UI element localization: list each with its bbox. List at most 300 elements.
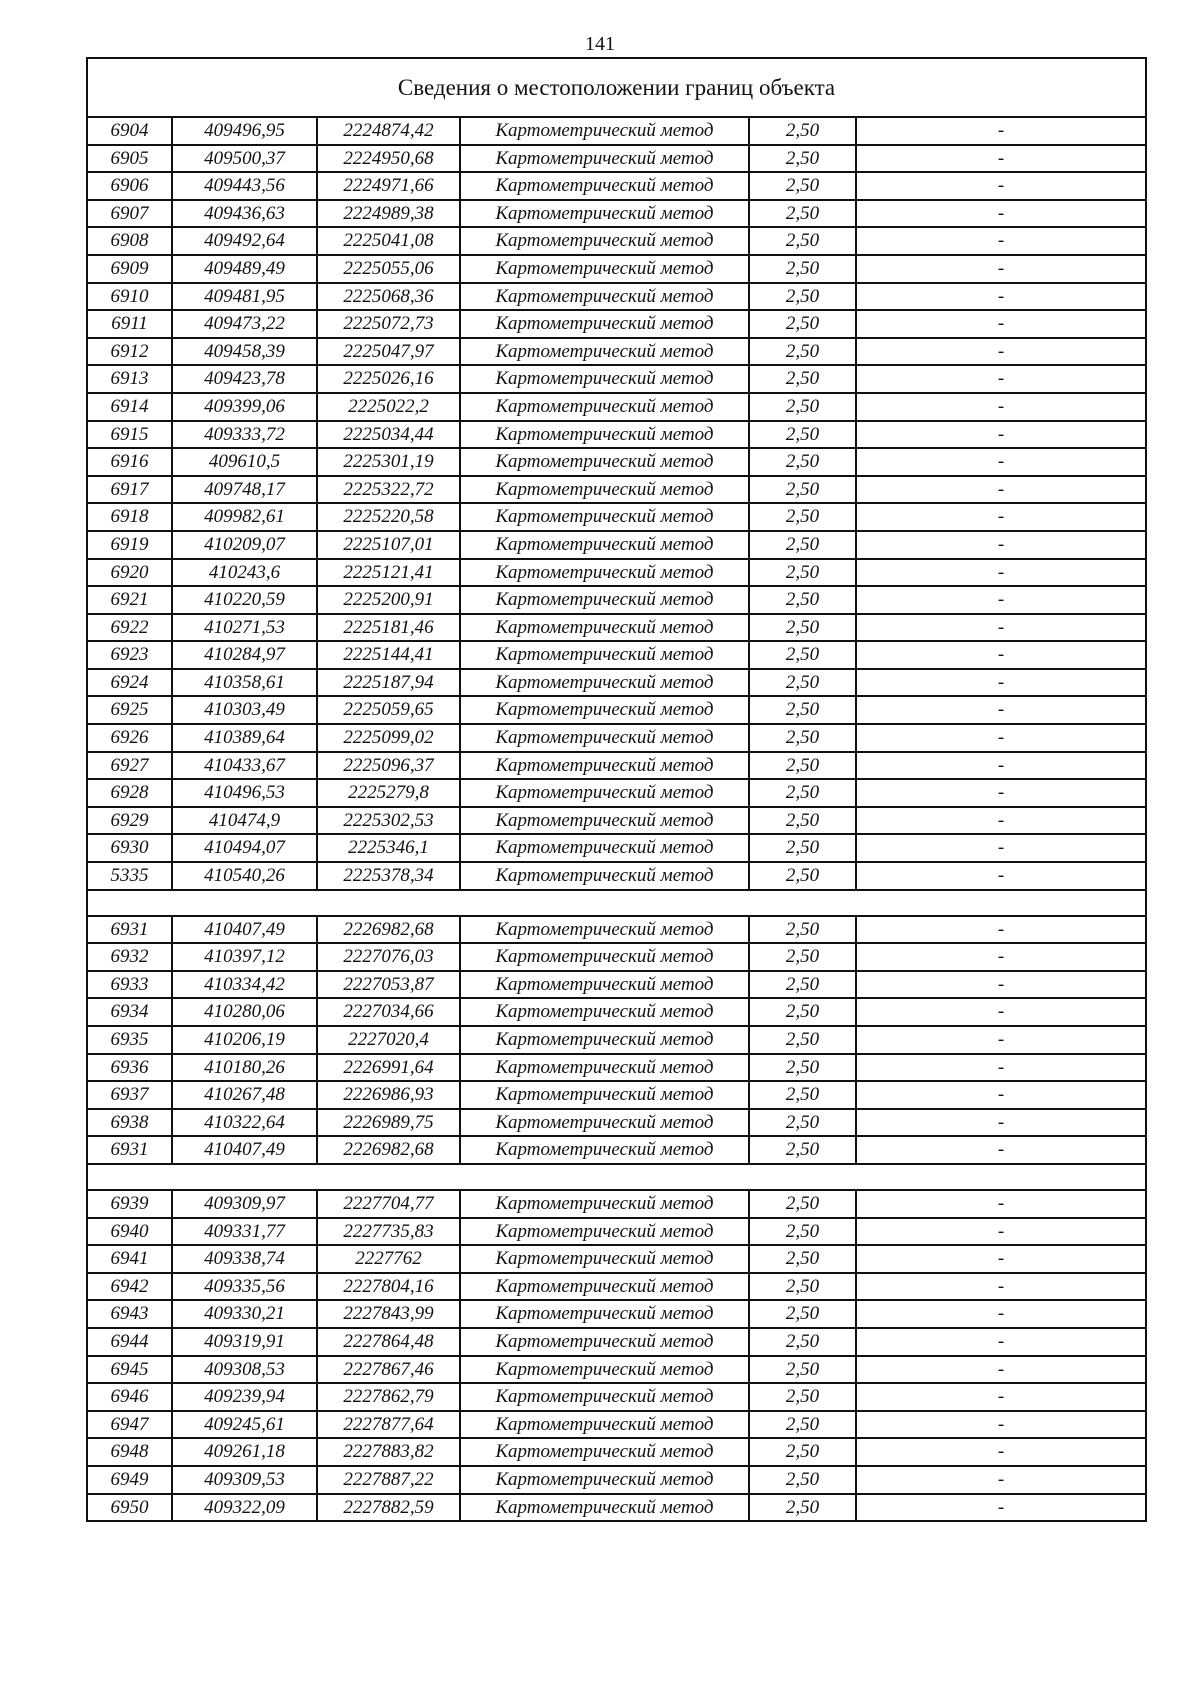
x-coordinate-cell: 409338,74 [172,1245,317,1273]
y-coordinate-cell: 2226982,68 [317,916,460,944]
accuracy-cell: 2,50 [749,807,856,835]
x-coordinate-cell: 409245,61 [172,1411,317,1439]
method-cell: Картометрический метод [460,862,749,890]
point-number-cell: 6942 [87,1273,172,1301]
table-row [87,1273,1146,1301]
accuracy-cell: 2,50 [749,1383,856,1411]
method-cell: Картометрический метод [460,669,749,697]
description-cell: - [856,1081,1146,1109]
point-number-cell: 6933 [87,971,172,999]
accuracy-cell: 2,50 [749,200,856,228]
description-cell: - [856,1411,1146,1439]
y-coordinate-cell: 2225099,02 [317,724,460,752]
description-cell: - [856,117,1146,145]
accuracy-cell: 2,50 [749,669,856,697]
accuracy-cell: 2,50 [749,1328,856,1356]
table-row [87,943,1146,971]
table-row [87,1136,1146,1164]
accuracy-cell: 2,50 [749,145,856,173]
table-row [87,117,1146,145]
x-coordinate-cell: 410267,48 [172,1081,317,1109]
method-cell: Картометрический метод [460,586,749,614]
page-number: 141 [585,33,615,55]
point-number-cell: 6941 [87,1245,172,1273]
y-coordinate-cell: 2224950,68 [317,145,460,173]
y-coordinate-cell: 2227020,4 [317,1026,460,1054]
accuracy-cell: 2,50 [749,779,856,807]
table-row [87,998,1146,1026]
x-coordinate-cell: 409335,56 [172,1273,317,1301]
y-coordinate-cell: 2227735,83 [317,1218,460,1246]
point-number-cell: 6916 [87,448,172,476]
method-cell: Картометрический метод [460,724,749,752]
y-coordinate-cell: 2225302,53 [317,807,460,835]
method-cell: Картометрический метод [460,365,749,393]
description-cell: - [856,696,1146,724]
point-number-cell: 6929 [87,807,172,835]
x-coordinate-cell: 410180,26 [172,1054,317,1082]
point-number-cell: 6932 [87,943,172,971]
x-coordinate-cell: 410389,64 [172,724,317,752]
point-number-cell: 6936 [87,1054,172,1082]
y-coordinate-cell: 2227076,03 [317,943,460,971]
accuracy-cell: 2,50 [749,283,856,311]
table-row [87,641,1146,669]
x-coordinate-cell: 410397,12 [172,943,317,971]
contour-separator-cell [87,1164,1146,1190]
accuracy-cell: 2,50 [749,448,856,476]
accuracy-cell: 2,50 [749,255,856,283]
point-number-cell: 6943 [87,1300,172,1328]
table-row [87,1356,1146,1384]
y-coordinate-cell: 2225346,1 [317,834,460,862]
point-number-cell: 6911 [87,310,172,338]
description-cell: - [856,1109,1146,1137]
method-cell: Картометрический метод [460,172,749,200]
x-coordinate-cell: 409319,91 [172,1328,317,1356]
x-coordinate-cell: 410474,9 [172,807,317,835]
y-coordinate-cell: 2224874,42 [317,117,460,145]
accuracy-cell: 2,50 [749,117,856,145]
description-cell: - [856,421,1146,449]
x-coordinate-cell: 409331,77 [172,1218,317,1246]
table-row [87,421,1146,449]
method-cell: Картометрический метод [460,1300,749,1328]
x-coordinate-cell: 409239,94 [172,1383,317,1411]
method-cell: Картометрический метод [460,779,749,807]
accuracy-cell: 2,50 [749,1136,856,1164]
y-coordinate-cell: 2225279,8 [317,779,460,807]
point-number-cell: 6915 [87,421,172,449]
point-number-cell: 6927 [87,752,172,780]
method-cell: Картометрический метод [460,145,749,173]
description-cell: - [856,862,1146,890]
table-row [87,1494,1146,1522]
description-cell: - [856,614,1146,642]
x-coordinate-cell: 409261,18 [172,1438,317,1466]
x-coordinate-cell: 409309,53 [172,1466,317,1494]
point-number-cell: 6926 [87,724,172,752]
table-row [87,614,1146,642]
description-cell: - [856,1300,1146,1328]
description-cell: - [856,559,1146,587]
x-coordinate-cell: 409610,5 [172,448,317,476]
method-cell: Картометрический метод [460,807,749,835]
y-coordinate-cell: 2225047,97 [317,338,460,366]
description-cell: - [856,1383,1146,1411]
x-coordinate-cell: 410271,53 [172,614,317,642]
x-coordinate-cell: 410334,42 [172,971,317,999]
accuracy-cell: 2,50 [749,1081,856,1109]
x-coordinate-cell: 410358,61 [172,669,317,697]
y-coordinate-cell: 2225220,58 [317,503,460,531]
point-number-cell: 6917 [87,476,172,504]
table-row [87,145,1146,173]
point-number-cell: 6922 [87,614,172,642]
method-cell: Картометрический метод [460,1328,749,1356]
method-cell: Картометрический метод [460,476,749,504]
point-number-cell: 6935 [87,1026,172,1054]
y-coordinate-cell: 2227034,66 [317,998,460,1026]
description-cell: - [856,172,1146,200]
point-number-cell: 6904 [87,117,172,145]
y-coordinate-cell: 2224989,38 [317,200,460,228]
x-coordinate-cell: 409322,09 [172,1494,317,1522]
method-cell: Картометрический метод [460,971,749,999]
boundary-coordinates-table [86,57,1147,1522]
x-coordinate-cell: 410540,26 [172,862,317,890]
method-cell: Картометрический метод [460,1245,749,1273]
x-coordinate-cell: 410407,49 [172,1136,317,1164]
accuracy-cell: 2,50 [749,696,856,724]
contour-separator-row [87,890,1146,916]
accuracy-cell: 2,50 [749,971,856,999]
method-cell: Картометрический метод [460,916,749,944]
accuracy-cell: 2,50 [749,1438,856,1466]
method-cell: Картометрический метод [460,943,749,971]
description-cell: - [856,916,1146,944]
point-number-cell: 6925 [87,696,172,724]
accuracy-cell: 2,50 [749,614,856,642]
method-cell: Картометрический метод [460,393,749,421]
table-row [87,365,1146,393]
description-cell: - [856,1494,1146,1522]
description-cell: - [856,1273,1146,1301]
y-coordinate-cell: 2227864,48 [317,1328,460,1356]
point-number-cell: 6905 [87,145,172,173]
table-row [87,779,1146,807]
point-number-cell: 6931 [87,916,172,944]
accuracy-cell: 2,50 [749,172,856,200]
table-row [87,1109,1146,1137]
accuracy-cell: 2,50 [749,559,856,587]
point-number-cell: 6946 [87,1383,172,1411]
y-coordinate-cell: 2227804,16 [317,1273,460,1301]
y-coordinate-cell: 2225072,73 [317,310,460,338]
point-number-cell: 6939 [87,1190,172,1218]
method-cell: Картометрический метод [460,421,749,449]
table-row [87,1054,1146,1082]
point-number-cell: 6907 [87,200,172,228]
method-cell: Картометрический метод [460,1494,749,1522]
x-coordinate-cell: 410496,53 [172,779,317,807]
accuracy-cell: 2,50 [749,531,856,559]
description-cell: - [856,998,1146,1026]
x-coordinate-cell: 410284,97 [172,641,317,669]
table-row [87,200,1146,228]
table-row [87,916,1146,944]
x-coordinate-cell: 410322,64 [172,1109,317,1137]
description-cell: - [856,503,1146,531]
point-number-cell: 6923 [87,641,172,669]
description-cell: - [856,1356,1146,1384]
point-number-cell: 6906 [87,172,172,200]
point-number-cell: 5335 [87,862,172,890]
x-coordinate-cell: 410494,07 [172,834,317,862]
point-number-cell: 6948 [87,1438,172,1466]
accuracy-cell: 2,50 [749,1218,856,1246]
description-cell: - [856,1218,1146,1246]
y-coordinate-cell: 2227883,82 [317,1438,460,1466]
description-cell: - [856,200,1146,228]
x-coordinate-cell: 409330,21 [172,1300,317,1328]
y-coordinate-cell: 2226991,64 [317,1054,460,1082]
y-coordinate-cell: 2227862,79 [317,1383,460,1411]
accuracy-cell: 2,50 [749,227,856,255]
description-cell: - [856,807,1146,835]
table-row [87,1438,1146,1466]
table-row [87,807,1146,835]
y-coordinate-cell: 2227877,64 [317,1411,460,1439]
y-coordinate-cell: 2225144,41 [317,641,460,669]
description-cell: - [856,1466,1146,1494]
accuracy-cell: 2,50 [749,476,856,504]
table-row [87,862,1146,890]
point-number-cell: 6931 [87,1136,172,1164]
x-coordinate-cell: 410407,49 [172,916,317,944]
point-number-cell: 6950 [87,1494,172,1522]
method-cell: Картометрический метод [460,559,749,587]
method-cell: Картометрический метод [460,283,749,311]
table-row [87,227,1146,255]
y-coordinate-cell: 2225096,37 [317,752,460,780]
accuracy-cell: 2,50 [749,338,856,366]
accuracy-cell: 2,50 [749,1245,856,1273]
table-row [87,834,1146,862]
description-cell: - [856,724,1146,752]
table-row [87,1026,1146,1054]
method-cell: Картометрический метод [460,448,749,476]
table-row [87,724,1146,752]
point-number-cell: 6938 [87,1109,172,1137]
x-coordinate-cell: 409436,63 [172,200,317,228]
y-coordinate-cell: 2225041,08 [317,227,460,255]
x-coordinate-cell: 410303,49 [172,696,317,724]
y-coordinate-cell: 2225121,41 [317,559,460,587]
table-row [87,1328,1146,1356]
description-cell: - [856,669,1146,697]
point-number-cell: 6919 [87,531,172,559]
method-cell: Картометрический метод [460,641,749,669]
accuracy-cell: 2,50 [749,586,856,614]
method-cell: Картометрический метод [460,1218,749,1246]
accuracy-cell: 2,50 [749,641,856,669]
description-cell: - [856,586,1146,614]
point-number-cell: 6909 [87,255,172,283]
table-row [87,283,1146,311]
accuracy-cell: 2,50 [749,1273,856,1301]
method-cell: Картометрический метод [460,696,749,724]
x-coordinate-cell: 409473,22 [172,310,317,338]
x-coordinate-cell: 409399,06 [172,393,317,421]
table-row [87,476,1146,504]
x-coordinate-cell: 409423,78 [172,365,317,393]
y-coordinate-cell: 2225378,34 [317,862,460,890]
method-cell: Картометрический метод [460,1356,749,1384]
method-cell: Картометрический метод [460,614,749,642]
point-number-cell: 6912 [87,338,172,366]
method-cell: Картометрический метод [460,531,749,559]
table-row [87,338,1146,366]
method-cell: Картометрический метод [460,1466,749,1494]
y-coordinate-cell: 2225187,94 [317,669,460,697]
description-cell: - [856,1190,1146,1218]
description-cell: - [856,393,1146,421]
table-row [87,669,1146,697]
x-coordinate-cell: 409982,61 [172,503,317,531]
method-cell: Картометрический метод [460,1411,749,1439]
y-coordinate-cell: 2227843,99 [317,1300,460,1328]
y-coordinate-cell: 2226982,68 [317,1136,460,1164]
accuracy-cell: 2,50 [749,1466,856,1494]
x-coordinate-cell: 409496,95 [172,117,317,145]
accuracy-cell: 2,50 [749,1494,856,1522]
y-coordinate-cell: 2225022,2 [317,393,460,421]
method-cell: Картометрический метод [460,1438,749,1466]
description-cell: - [856,1245,1146,1273]
y-coordinate-cell: 2225068,36 [317,283,460,311]
y-coordinate-cell: 2227704,77 [317,1190,460,1218]
table-row [87,1245,1146,1273]
point-number-cell: 6921 [87,586,172,614]
method-cell: Картометрический метод [460,998,749,1026]
method-cell: Картометрический метод [460,1383,749,1411]
point-number-cell: 6914 [87,393,172,421]
description-cell: - [856,1026,1146,1054]
x-coordinate-cell: 410220,59 [172,586,317,614]
method-cell: Картометрический метод [460,1026,749,1054]
description-cell: - [856,283,1146,311]
y-coordinate-cell: 2225181,46 [317,614,460,642]
x-coordinate-cell: 409748,17 [172,476,317,504]
accuracy-cell: 2,50 [749,1026,856,1054]
y-coordinate-cell: 2225322,72 [317,476,460,504]
table-row [87,559,1146,587]
point-number-cell: 6940 [87,1218,172,1246]
description-cell: - [856,971,1146,999]
x-coordinate-cell: 410206,19 [172,1026,317,1054]
description-cell: - [856,310,1146,338]
method-cell: Картометрический метод [460,338,749,366]
accuracy-cell: 2,50 [749,421,856,449]
y-coordinate-cell: 2224971,66 [317,172,460,200]
description-cell: - [856,255,1146,283]
description-cell: - [856,1136,1146,1164]
y-coordinate-cell: 2225107,01 [317,531,460,559]
contour-separator-row [87,1164,1146,1190]
method-cell: Картометрический метод [460,1136,749,1164]
x-coordinate-cell: 409309,97 [172,1190,317,1218]
x-coordinate-cell: 410433,67 [172,752,317,780]
y-coordinate-cell: 2225059,65 [317,696,460,724]
table-row [87,1190,1146,1218]
table-row [87,586,1146,614]
point-number-cell: 6934 [87,998,172,1026]
accuracy-cell: 2,50 [749,393,856,421]
point-number-cell: 6908 [87,227,172,255]
y-coordinate-cell: 2225301,19 [317,448,460,476]
accuracy-cell: 2,50 [749,943,856,971]
accuracy-cell: 2,50 [749,862,856,890]
point-number-cell: 6918 [87,503,172,531]
point-number-cell: 6924 [87,669,172,697]
accuracy-cell: 2,50 [749,752,856,780]
method-cell: Картометрический метод [460,227,749,255]
accuracy-cell: 2,50 [749,365,856,393]
table-title-row [87,58,1146,117]
table-row [87,1383,1146,1411]
y-coordinate-cell: 2225055,06 [317,255,460,283]
method-cell: Картометрический метод [460,1190,749,1218]
accuracy-cell: 2,50 [749,1356,856,1384]
table-row [87,393,1146,421]
description-cell: - [856,338,1146,366]
method-cell: Картометрический метод [460,752,749,780]
description-cell: - [856,1438,1146,1466]
y-coordinate-cell: 2227053,87 [317,971,460,999]
accuracy-cell: 2,50 [749,1300,856,1328]
x-coordinate-cell: 409333,72 [172,421,317,449]
description-cell: - [856,448,1146,476]
point-number-cell: 6930 [87,834,172,862]
description-cell: - [856,365,1146,393]
x-coordinate-cell: 409500,37 [172,145,317,173]
y-coordinate-cell: 2227882,59 [317,1494,460,1522]
accuracy-cell: 2,50 [749,916,856,944]
method-cell: Картометрический метод [460,200,749,228]
accuracy-cell: 2,50 [749,724,856,752]
table-row [87,1081,1146,1109]
table-row [87,1300,1146,1328]
method-cell: Картометрический метод [460,117,749,145]
table-row [87,696,1146,724]
point-number-cell: 6913 [87,365,172,393]
table-title: Сведения о местоположении границ объекта [87,58,1146,117]
y-coordinate-cell: 2225034,44 [317,421,460,449]
description-cell: - [856,1328,1146,1356]
x-coordinate-cell: 409481,95 [172,283,317,311]
accuracy-cell: 2,50 [749,1109,856,1137]
point-number-cell: 6910 [87,283,172,311]
y-coordinate-cell: 2225200,91 [317,586,460,614]
method-cell: Картометрический метод [460,1273,749,1301]
table-row [87,310,1146,338]
table-row [87,1218,1146,1246]
description-cell: - [856,531,1146,559]
table-row [87,172,1146,200]
table-row [87,1411,1146,1439]
x-coordinate-cell: 409489,49 [172,255,317,283]
